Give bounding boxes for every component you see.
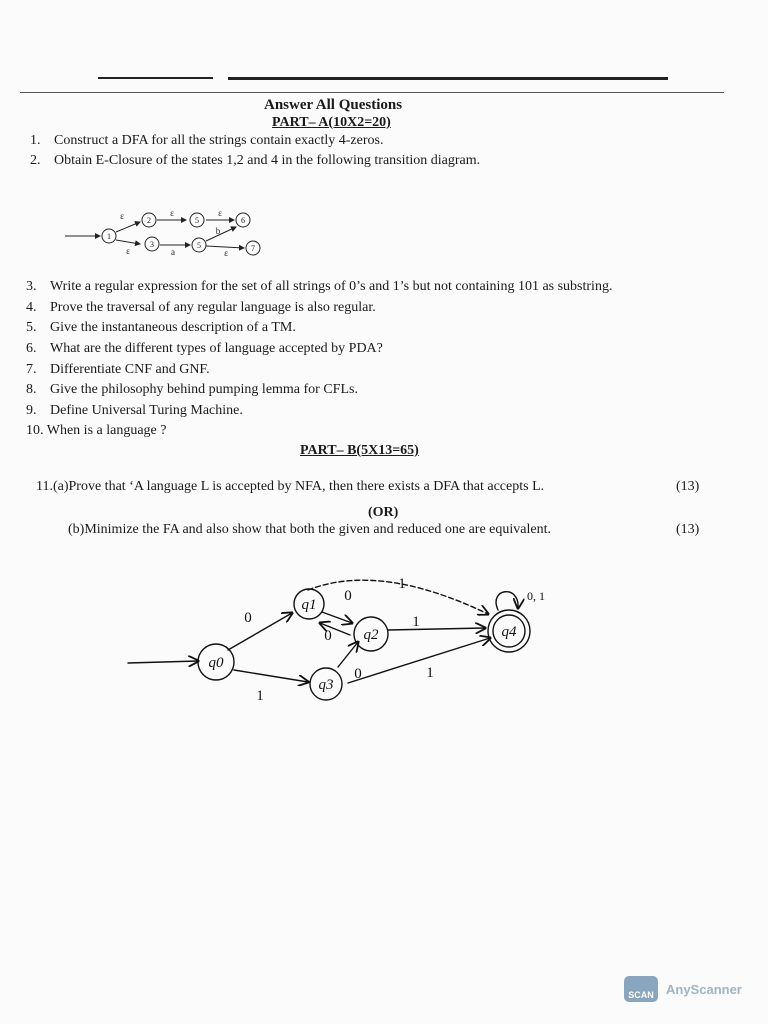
state-label: 1 (107, 232, 111, 241)
state-label: q3 (318, 677, 334, 693)
edge-label: 0 (324, 628, 332, 644)
state-label: 2 (147, 216, 151, 225)
state-label: q1 (301, 597, 317, 613)
anyscanner-watermark (624, 976, 742, 1002)
question-number: 4. (26, 300, 37, 315)
transition-diagram-1 (60, 205, 270, 260)
state-label: 5 (195, 216, 199, 225)
question-number: 1. (30, 133, 41, 148)
part-a-heading: PART– A(10X2=20) (272, 115, 391, 130)
question-text: Give the philosophy behind pumping lemma for CFLs. (50, 382, 358, 397)
or-separator: (OR) (368, 505, 399, 520)
question-text: What are the different types of language accepted by PDA? (50, 341, 383, 356)
question-11b-marks: (13) (676, 522, 700, 537)
question-number: 2. (30, 153, 41, 168)
state-label: q4 (501, 624, 517, 640)
question-text: Differentiate CNF and GNF. (50, 362, 210, 377)
question-11a-marks: (13) (676, 479, 700, 494)
question-number: 5. (26, 320, 37, 335)
edge-label: ε (120, 211, 124, 221)
question-3 (26, 279, 612, 295)
edge-label: 0 (344, 588, 352, 604)
question-number: 9. (26, 403, 37, 418)
top-rule-long (228, 77, 668, 80)
question-number: 7. (26, 362, 37, 377)
question-5 (26, 320, 296, 336)
question-8 (26, 382, 358, 398)
edge-label: ε (218, 208, 222, 218)
edge-label: 0 (354, 666, 362, 682)
question-text: Write a regular expression for the set of all strings of 0’s and 1’s but not containing 101 as substring. (50, 279, 613, 294)
question-text: Prove the traversal of any regular language is also regular. (50, 300, 376, 315)
question-number: 6. (26, 341, 37, 356)
edge-label: b (215, 226, 221, 236)
question-text: Give the instantaneous description of a TM. (50, 320, 296, 335)
question-10 (26, 423, 166, 439)
state-label: q0 (208, 655, 224, 671)
question-4 (26, 300, 376, 316)
question-7 (26, 362, 210, 378)
question-2 (30, 153, 480, 169)
top-rule-short (98, 77, 213, 79)
top-rule-thin (20, 92, 724, 93)
question-1 (30, 133, 383, 149)
question-text: Obtain E-Closure of the states 1,2 and 4 in the following transition diagram. (54, 153, 481, 168)
edge-label: 1 (426, 665, 434, 681)
question-6 (26, 341, 383, 357)
edge-label: ε (170, 208, 174, 218)
edge-label: ε (126, 246, 130, 256)
edge-label: a (171, 247, 175, 257)
question-11a: 11.(a)Prove that ‘A language L is accepted by NFA, then there exists a DFA that accepts L. (36, 479, 545, 494)
edge-label: 1 (398, 576, 406, 592)
state-label: q2 (363, 627, 379, 643)
edge-label: 1 (412, 614, 420, 630)
question-number: 8. (26, 382, 37, 397)
state-label: 7 (251, 244, 255, 253)
question-text: Define Universal Turing Machine. (50, 403, 243, 418)
part-b-heading: PART– B(5X13=65) (300, 443, 419, 458)
question-text: When is a language ? (46, 423, 167, 438)
question-11b: (b)Minimize the FA and also show that both the given and reduced one are equivalent. (68, 522, 551, 537)
question-number: 10. (26, 423, 44, 438)
question-number: 3. (26, 279, 37, 294)
question-9 (26, 403, 243, 419)
page-title: Answer All Questions (264, 97, 403, 113)
state-label: 5 (197, 241, 201, 250)
watermark-brand: AnyScanner (666, 981, 742, 997)
edge-label: ε (224, 248, 228, 258)
edge-label: 0, 1 (527, 589, 545, 603)
state-label: 3 (150, 240, 154, 249)
edge-label: 1 (256, 688, 264, 704)
fa-diagram (120, 570, 570, 710)
question-text: Construct a DFA for all the strings contain exactly 4-zeros. (54, 133, 384, 148)
scan-logo-icon: SCAN (624, 976, 658, 1002)
state-label: 6 (241, 216, 245, 225)
edge-label: 0 (244, 610, 252, 626)
